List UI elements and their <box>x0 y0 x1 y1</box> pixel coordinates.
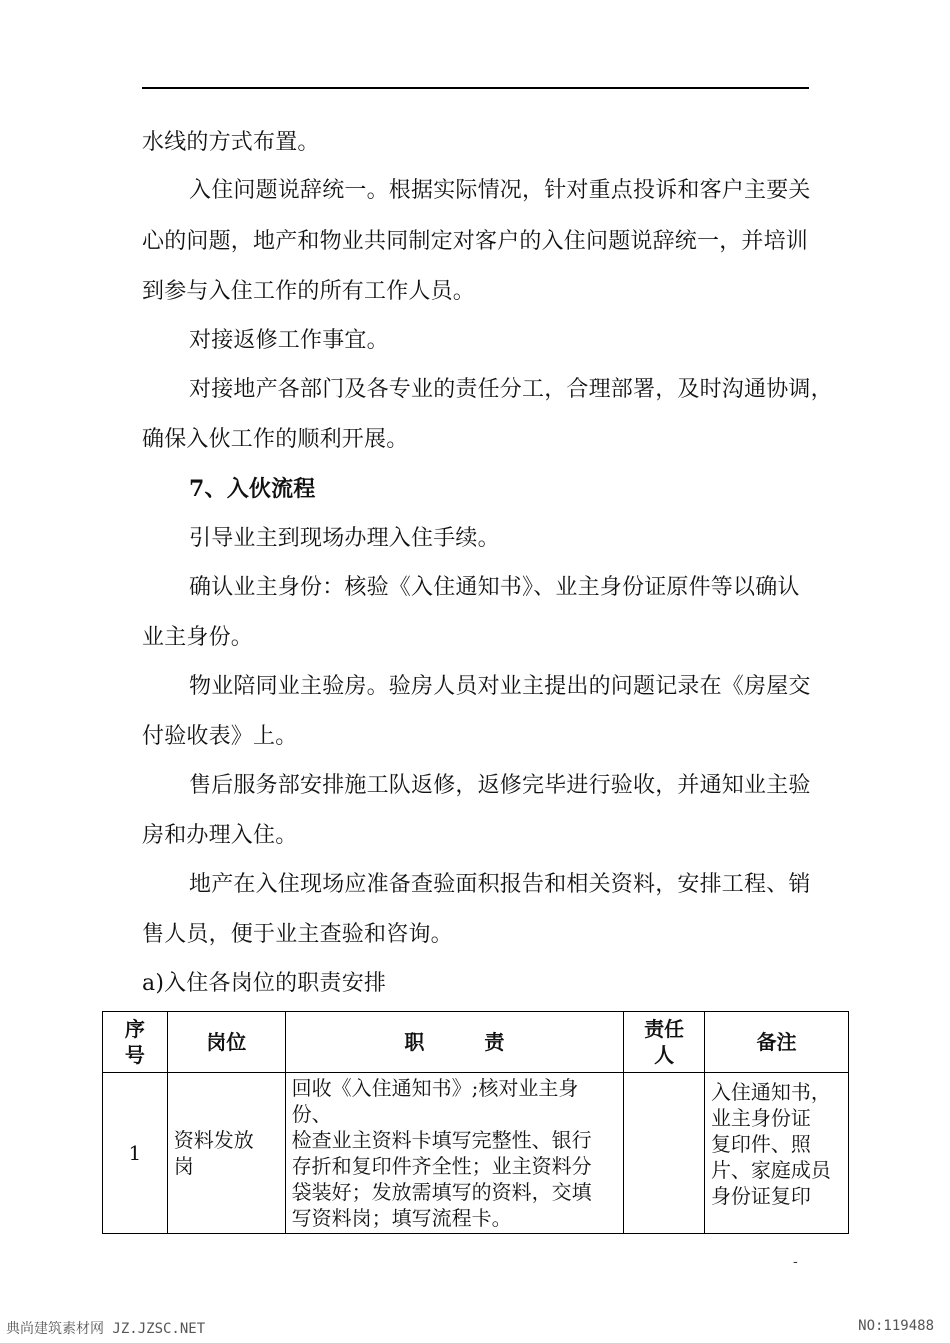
paragraph-line: 业主身份。 <box>142 625 254 650</box>
paragraph-line: 水线的方式布置。 <box>142 130 320 155</box>
cell-post: 资料发放 岗 <box>167 1073 285 1234</box>
paragraph-line: 到参与入住工作的所有工作人员。 <box>142 279 476 304</box>
footer-site-label: 典尚建筑素材网 JZ.JZSC.NET <box>6 1321 206 1337</box>
header-note: 备注 <box>704 1012 848 1073</box>
paragraph-line: 对接返修工作事宜。 <box>189 328 389 353</box>
table-caption: a)入住各岗位的职责安排 <box>142 971 387 996</box>
paragraph-line: 付验收表》上。 <box>142 724 298 749</box>
header-responsible: 责任 人 <box>624 1012 705 1073</box>
paragraph-line: 物业陪同业主验房。验房人员对业主提出的问题记录在《房屋交 <box>189 674 811 699</box>
paragraph-line: 房和办理入住。 <box>142 823 298 848</box>
cell-duty: 回收《入住通知书》;核对业主身份、 检查业主资料卡填写完整性、银行 存折和复印件齐全性；业主资料分 袋装好；发放需填写的资料，交填 写资料岗；填写流程卡。 <box>285 1073 624 1234</box>
table-row <box>103 1073 849 1234</box>
duty-table <box>102 1011 849 1234</box>
footer-number: NO:119488 <box>858 1318 934 1334</box>
paragraph-line: 确认业主身份：核验《入住通知书》、业主身份证原件等以确认 <box>189 575 800 600</box>
paragraph-line: 确保入伙工作的顺利开展。 <box>142 427 409 452</box>
paragraph-line: 入住问题说辞统一。根据实际情况，针对重点投诉和客户主要关 <box>189 178 811 203</box>
cell-responsible <box>624 1073 705 1234</box>
cell-note: 入住通知书， 业主身份证 复印件、照 片、家庭成员 身份证复印 <box>704 1073 848 1234</box>
header-no: 序 号 <box>103 1012 168 1073</box>
paragraph-line: 对接地产各部门及各专业的责任分工，合理部署，及时沟通协调， <box>189 377 833 402</box>
section-heading: 7、入伙流程 <box>189 476 316 502</box>
paragraph-line: 心的问题，地产和物业共同制定对客户的入住问题说辞统一，并培训 <box>142 229 809 254</box>
page-mark: - <box>793 1254 798 1270</box>
paragraph-line: 售后服务部安排施工队返修，返修完毕进行验收，并通知业主验 <box>189 773 811 798</box>
paragraph-line: 地产在入住现场应准备查验面积报告和相关资料，安排工程、销 <box>189 872 811 897</box>
table-header-row <box>103 1012 849 1073</box>
header-post: 岗位 <box>167 1012 285 1073</box>
cell-no: 1 <box>103 1073 168 1234</box>
header-duty: 职 责 <box>285 1012 624 1073</box>
paragraph-line: 售人员，便于业主查验和咨询。 <box>142 922 453 947</box>
paragraph-line: 引导业主到现场办理入住手续。 <box>189 526 500 551</box>
header-rule <box>142 87 809 89</box>
